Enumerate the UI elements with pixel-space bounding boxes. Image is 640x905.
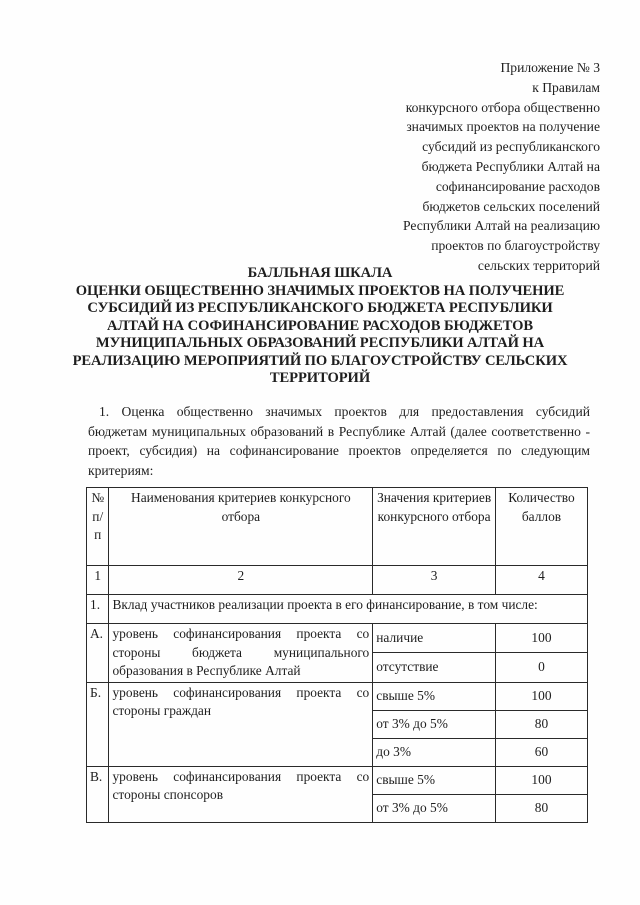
column-number: 4 (495, 566, 587, 595)
title-line: ОЦЕНКИ ОБЩЕСТВЕННО ЗНАЧИМЫХ ПРОЕКТОВ НА ПОЛУЧЕНИЕ (75, 282, 565, 299)
table-row (87, 682, 588, 710)
appendix-line: Приложение № 3 (500, 60, 600, 75)
criterion-num: В. (87, 766, 109, 822)
criterion-value: свыше 5% (373, 766, 496, 794)
appendix-header (340, 58, 600, 276)
table-row (87, 766, 588, 794)
intro-paragraph (88, 402, 590, 480)
criterion-points: 0 (495, 653, 587, 682)
column-number: 3 (373, 566, 496, 595)
section-row (87, 595, 588, 624)
header-name: Наименования критериев конкурсного отбора (109, 488, 373, 566)
criterion-points: 80 (495, 794, 587, 822)
title-line: МУНИЦИПАЛЬНЫХ ОБРАЗОВАНИЙ РЕСПУБЛИКИ АЛТАЙ НА (95, 335, 545, 351)
appendix-line: Республики Алтай на реализацию (402, 218, 600, 234)
title-line: БАЛЛЬНАЯ ШКАЛА (247, 265, 393, 281)
column-number: 2 (109, 566, 373, 595)
table-row (87, 624, 588, 653)
appendix-line: софинансирование расходов (435, 178, 600, 194)
criterion-points: 100 (495, 682, 587, 710)
table-header-row (87, 488, 588, 566)
appendix-line: проектов по благоустройству (431, 238, 600, 254)
header-value: Значения критериев конкурсного отбора (373, 488, 496, 566)
criterion-num: Б. (87, 682, 109, 766)
intro-text: 1. Оценка общественно значимых проектов для предоставления субсидий бюджетам муниципальных образований в Республике Алтай (далее соответственно - проект, субсидия) на софинансирование проектов определяется по следующим критериям: (88, 404, 590, 478)
appendix-line: сельских территорий (477, 257, 600, 273)
column-number: 1 (87, 566, 109, 595)
appendix-line: значимых проектов на получение (406, 119, 600, 135)
header-num: № п/п (87, 488, 109, 566)
appendix-line: бюджетов сельских поселений (422, 198, 600, 214)
criterion-name: уровень софинансирования проекта со стороны спонсоров (109, 766, 373, 822)
criterion-points: 100 (495, 766, 587, 794)
appendix-line: к Правилам (532, 79, 600, 95)
header-points: Количество баллов (495, 488, 587, 566)
criterion-points: 80 (495, 710, 587, 738)
criterion-name: уровень софинансирования проекта со стороны бюджета муниципального образования в Республике Алтай (109, 624, 373, 683)
criterion-points: 100 (495, 624, 587, 653)
criterion-num: А. (87, 624, 109, 683)
document-title (40, 265, 600, 388)
criterion-value: свыше 5% (373, 682, 496, 710)
title-line: АЛТАЙ НА СОФИНАНСИРОВАНИЕ РАСХОДОВ БЮДЖЕТОВ (107, 317, 533, 334)
appendix-line: бюджета Республики Алтай на (421, 158, 600, 174)
criterion-value: от 3% до 5% (373, 710, 496, 738)
criterion-value: до 3% (373, 738, 496, 766)
criterion-value: наличие (373, 624, 496, 653)
criterion-value: отсутствие (373, 653, 496, 682)
criteria-table (86, 487, 588, 823)
appendix-line: конкурсного отбора общественно (405, 99, 600, 115)
criterion-name: уровень софинансирования проекта со стороны граждан (109, 682, 373, 766)
section-text: Вклад участников реализации проекта в его финансирование, в том числе: (109, 595, 588, 624)
appendix-line: субсидий из республиканского (422, 139, 600, 155)
column-number-row (87, 566, 588, 595)
title-line: РЕАЛИЗАЦИЮ МЕРОПРИЯТИЙ ПО БЛАГОУСТРОЙСТВУ СЕЛЬСКИХ (72, 352, 568, 369)
title-line: СУБСИДИЙ ИЗ РЕСПУБЛИКАНСКОГО БЮДЖЕТА РЕСПУБЛИКИ (87, 300, 553, 316)
criterion-points: 60 (495, 738, 587, 766)
title-line: ТЕРРИТОРИЙ (269, 370, 371, 386)
section-num: 1. (87, 595, 109, 624)
criterion-value: от 3% до 5% (373, 794, 496, 822)
